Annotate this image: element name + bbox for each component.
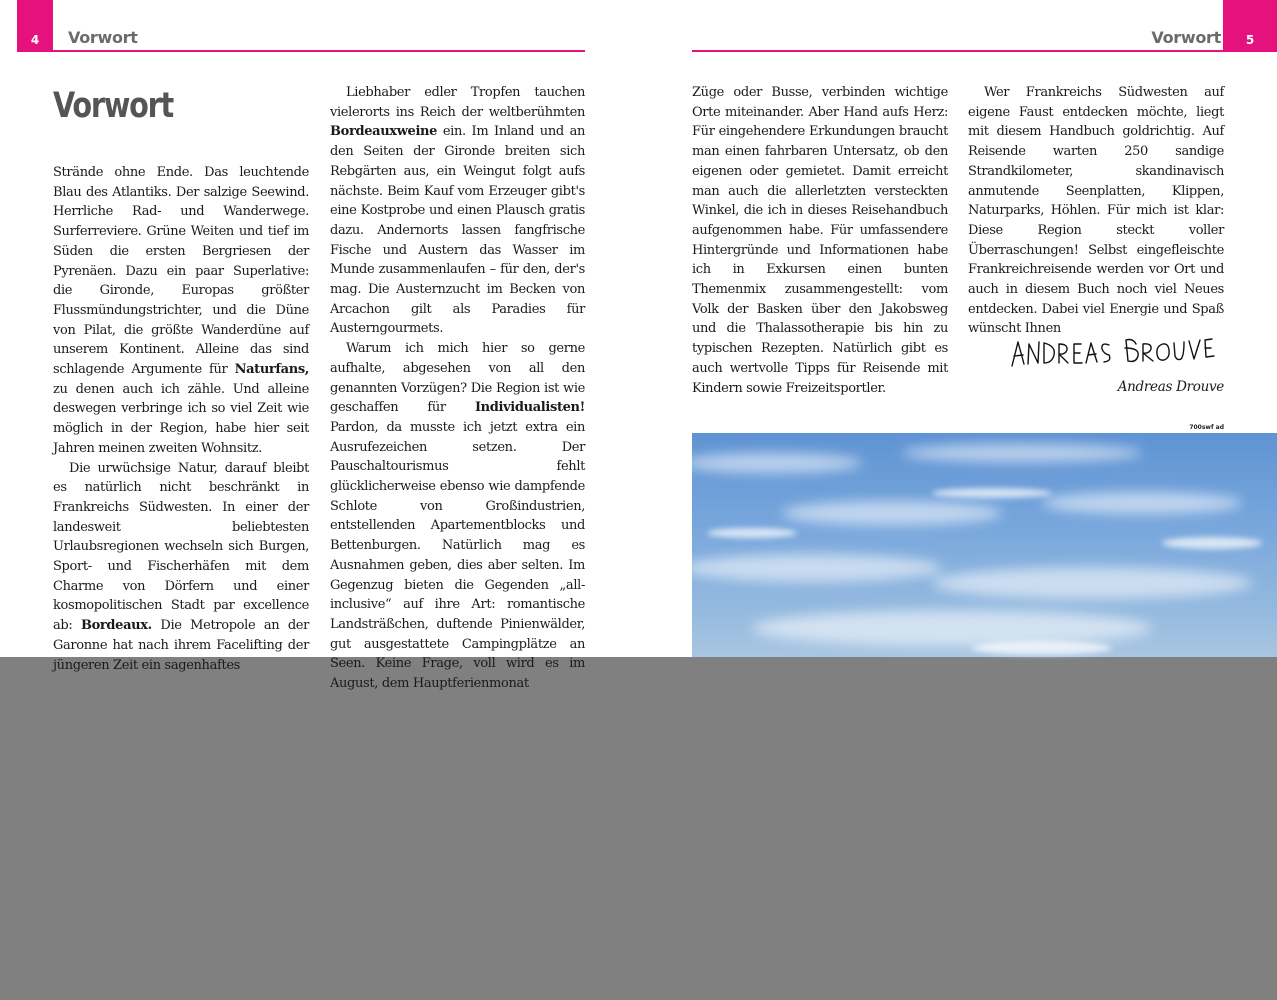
running-head: Vorwort — [68, 28, 138, 47]
left-page — [0, 0, 638, 692]
bold-term: Naturfans, — [234, 362, 309, 378]
header-rule — [692, 50, 1224, 52]
text-column — [330, 83, 585, 694]
body-paragraph — [330, 339, 585, 694]
text-column — [968, 83, 1224, 339]
body-paragraph — [330, 83, 585, 339]
page-number: 5 — [1245, 33, 1255, 47]
sky-photo — [692, 433, 1277, 657]
header-rule — [53, 50, 585, 52]
text-run: zu denen auch ich zähle. Und alleine deswegen verbringe ich so viel Zeit wie möglich in der Region, habe hier seit Jahren meinen zweiten Wohnsitz. — [53, 381, 309, 456]
photo-credit: 700swf ad — [1189, 424, 1224, 431]
body-paragraph — [53, 163, 309, 459]
page-number-tab — [17, 0, 53, 52]
text-run: Warum ich mich hier so gerne aufhalte, abgesehen von all den genannten Vorzügen? Die Region ist wie geschaffen für — [330, 341, 585, 416]
running-head: Vorwort — [1151, 28, 1221, 47]
text-run: Die Metropole an der Garonne hat nach ihrem Facelifting der jüngeren Zeit ein sagenhaftes — [53, 618, 310, 673]
text-run: Pardon, da musste ich jetzt extra ein Ausrufezeichen setzen. Der Pauschaltourismus fehlt glücklicherweise ebenso wie dampfende Schlote von Großindustrien, entstellenden Apartementblocks und Bettenburgen. Natürlich mag es Ausnahmen geben, dies aber selten. Im Gegenzug bieten die Gegenden „all-inclusive“ auf ihre Art: romantische Landsträßchen, duftende Pinienwälder, gut ausgestattete Campingplätze an Seen. Keine Frage, voll wird es im August, dem Hauptferienmonat — [330, 419, 585, 692]
text-column — [692, 83, 948, 398]
cloud-layer — [692, 433, 1277, 657]
text-column — [53, 163, 309, 675]
body-paragraph — [53, 459, 309, 676]
text-run: Liebhaber edler Tropfen tauchen vielerorts ins Reich der weltberühmten — [330, 85, 585, 120]
bold-term: Bordeaux. — [80, 618, 152, 634]
text-run: Strände ohne Ende. Das leuchtende Blau des Atlantiks. Der salzige Seewind. Herrliche Rad- und Wanderwege. Surferreviere. Grüne Weiten und tief im Süden die ersten Bergriesen der Pyrenäen. Dazu ein paar Superlative: die Gironde, Europas größter Flussmündungstrichter, und die Düne von Pilat, die größte Wanderdüne auf unserem Kontinent. Alleine das sind schlagende Argumente für — [53, 165, 309, 378]
author-name: Andreas Drouve — [1117, 379, 1224, 395]
handwritten-signature — [1008, 328, 1228, 373]
body-paragraph — [968, 83, 1224, 339]
text-run: Wer Frankreichs Südwesten auf eigene Faust entdecken möchte, liegt mit diesem Handbuch goldrichtig. Auf Reisende warten 250 sandige Strandkilometer, skandinavisch anmutende Seenplatten, Klippen, Naturparks, Höhlen. Für mich ist klar: Diese Region steckt voller Überraschungen! Selbst eingefleischte Frankreichreisende werden vor Ort und auch in diesem Buch noch viel Neues entdecken. Dabei viel Energie und Spaß wünscht Ihnen — [968, 85, 1224, 337]
chapter-heading: Vorwort — [53, 86, 174, 126]
body-paragraph — [692, 83, 948, 398]
right-page — [638, 0, 1277, 657]
bold-term: Bordeauxweine — [330, 124, 438, 140]
page-number: 4 — [30, 33, 40, 47]
page-number-tab — [1223, 0, 1277, 52]
text-run: Züge oder Busse, verbinden wichtige Orte miteinander. Aber Hand aufs Herz: Für eingehendere Erkundungen braucht man einen fahrbaren Untersatz, ob den eigenen oder gemietet. Damit erreicht man auch die allerletzten versteckten Winkel, die ich in dieses Reisehandbuch aufgenommen habe. Für umfassendere Hintergründe und Informationen habe ich in Exkursen einen bunten Themenmix zusammengestellt: vom Volk der Basken über den Jakobsweg und die Thalassotherapie bis hin zu typischen Rezepten. Natürlich gibt es auch wertvolle Tipps für Reisende mit Kindern sowie Freizeitsportler. — [692, 85, 948, 396]
text-run: Die urwüchsige Natur, darauf bleibt es natürlich nicht beschränkt in Frankreichs Südwesten. In einer der landesweit beliebtesten Urlaubsregionen wechseln sich Burgen, Sport- und Fischerhäfen mit dem Charme von Dörfern und einer kosmopolitischen Stadt par excellence ab: — [53, 460, 309, 634]
bold-term: Individualisten! — [474, 400, 585, 416]
text-run: ein. Im Inland und an den Seiten der Gironde breiten sich Rebgärten aus, ein Weingut folgt aufs nächste. Beim Kauf vom Erzeuger gibt's eine Kostprobe und einen Plausch gratis dazu. Andernorts lassen fangfrische Fische und Austern das Wasser im Munde zusammenlaufen – für den, der's mag. Die Austernzucht im Becken von Arcachon gilt als Paradies für Austerngourmets. — [330, 124, 585, 337]
